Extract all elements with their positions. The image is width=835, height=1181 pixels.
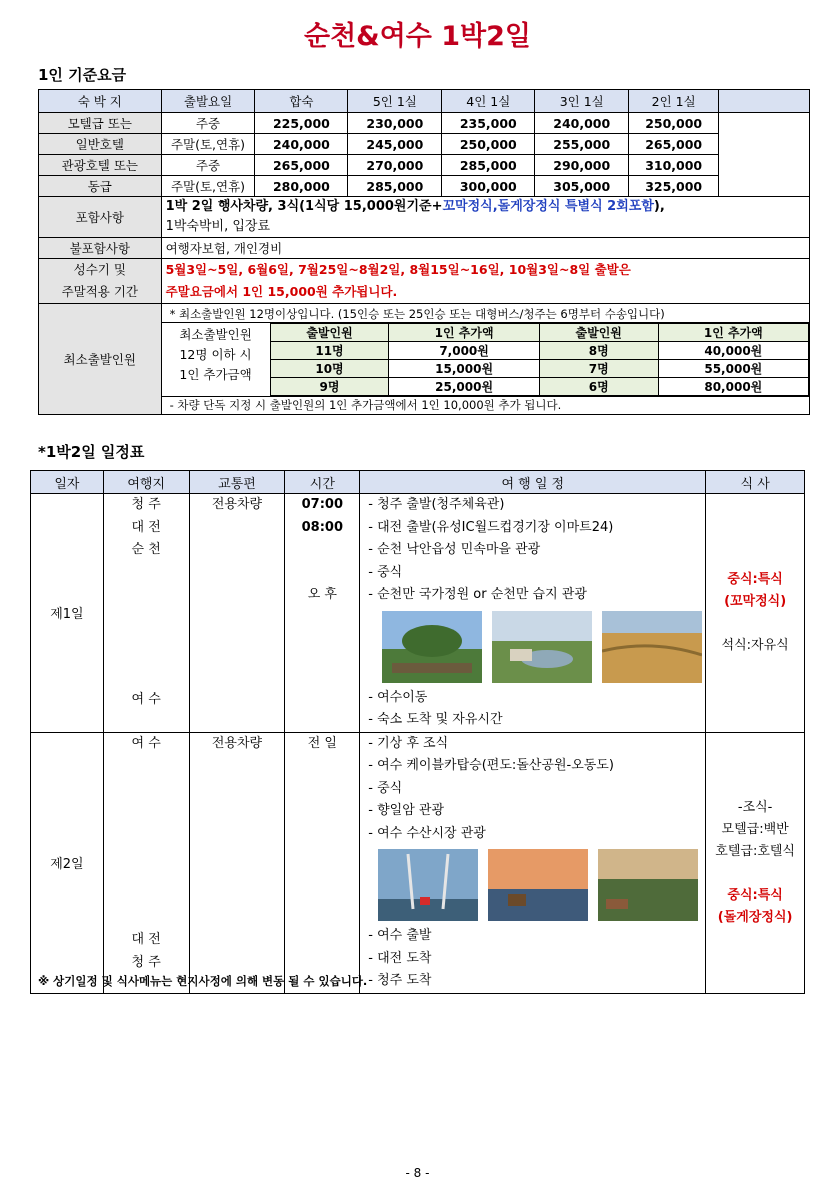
time: 08:00 <box>301 519 344 535</box>
minimum-label: 최소출발인원 <box>39 304 162 415</box>
price-cell: 225,000 <box>255 113 348 134</box>
meal-dinner: 석식:자유식 <box>721 637 789 653</box>
price-cell: 250,000 <box>629 113 719 134</box>
sub-label-line: 1인 추가금액 <box>179 367 252 382</box>
price-cell: 255,000 <box>535 134 629 155</box>
included-line1: 1박 2일 행사차량, 3식(1식당 15,000원기준+ <box>165 199 443 214</box>
sub-cell: 11명 <box>270 342 389 360</box>
day2-meals <box>706 732 805 993</box>
itinerary-item: - 숙소 도착 및 자유시간 <box>368 712 503 727</box>
meal-lunch: 중식:특식 <box>727 571 783 587</box>
day2-label: 제2일 <box>31 732 104 993</box>
meal-lunch: 중식:특식 <box>727 887 783 903</box>
meal-breakfast-motel: 모텔급:백반 <box>721 821 789 837</box>
day1-places <box>103 494 189 733</box>
photo-coast <box>598 849 698 921</box>
peak-label-line1: 성수기 및 <box>73 262 126 277</box>
price-cell: 285,000 <box>348 176 442 197</box>
place: 여 수 <box>131 691 161 707</box>
day2-itinerary <box>360 732 706 993</box>
day2-transport <box>189 732 285 993</box>
departure-day: 주중 <box>161 155 255 176</box>
itinerary-item: - 중식 <box>368 564 403 580</box>
itinerary-item: - 대전 출발(유성IC월드컵경기장 이마트24) <box>368 519 614 535</box>
transport: 전용차량 <box>211 735 263 751</box>
price-table <box>38 89 810 415</box>
price-cell: 240,000 <box>535 113 629 134</box>
price-cell: 300,000 <box>442 176 535 197</box>
itinerary-item: - 청주 출발(청주체육관) <box>368 497 505 512</box>
itinerary-item: - 향일암 관광 <box>368 803 445 818</box>
peak-line1: 5월3일~5일, 6월6일, 7월25일~8월2일, 8월15일~16일, 10월3일~8일 출발은 <box>165 262 631 277</box>
itinerary-item: - 순천만 국가정원 or 순천만 습지 관광 <box>368 587 587 602</box>
departure-day: 주말(토,연휴) <box>161 134 255 155</box>
header-4-per-room: 4인 1실 <box>442 90 535 113</box>
minimum-row <box>39 304 810 415</box>
day2-row <box>31 732 805 993</box>
place: 여 수 <box>131 735 161 751</box>
header-date: 일자 <box>31 471 104 494</box>
sub-cell: 9명 <box>270 378 389 396</box>
price-cell: 245,000 <box>348 134 442 155</box>
price-cell: 290,000 <box>535 155 629 176</box>
itinerary-item: - 기상 후 조식 <box>368 735 449 751</box>
price-cell: 235,000 <box>442 113 535 134</box>
photo-suncheon-garden <box>382 611 482 683</box>
time: 07:00 <box>301 497 344 512</box>
itinerary-item: - 여수 케이블카탑승(편도:돌산공원-오동도) <box>368 758 614 773</box>
itinerary-item: - 청주 도착 <box>368 973 432 988</box>
price-header-row <box>39 90 810 113</box>
header-departure-day: 출발요일 <box>161 90 255 113</box>
header-time: 시간 <box>285 471 360 494</box>
blank-cell <box>719 113 810 197</box>
day1-row <box>31 494 805 733</box>
meal-lunch-detail: (꼬막정식) <box>724 593 787 609</box>
minimum-content <box>161 304 809 415</box>
peak-label-line2: 주말적용 기간 <box>61 284 138 299</box>
table-row <box>39 134 810 155</box>
sub-cell: 10명 <box>270 360 389 378</box>
photo-hyangiram <box>488 849 588 921</box>
price-cell: 310,000 <box>629 155 719 176</box>
photo-cable-car <box>378 849 478 921</box>
day1-photos <box>360 607 705 687</box>
place: 대 전 <box>131 932 161 947</box>
page-title: 순천&여수 1박2일 <box>303 21 531 52</box>
peak-row <box>39 259 810 304</box>
included-special-meals: 꼬막정식,돌게장정식 특별식 2회포함 <box>442 199 654 214</box>
minimum-surcharge-table <box>270 323 809 396</box>
day1-itinerary <box>360 494 706 733</box>
day1-transport <box>189 494 285 733</box>
schedule-table <box>30 470 805 994</box>
sub-header-row <box>270 324 808 342</box>
place: 청 주 <box>131 954 161 970</box>
lodging-type-motel-line2: 일반호텔 <box>39 134 162 155</box>
header-destination: 여행지 <box>103 471 189 494</box>
sub-cell: 7명 <box>539 360 658 378</box>
itinerary-item: - 순천 낙안읍성 민속마을 관광 <box>368 542 541 557</box>
excluded-row <box>39 238 810 259</box>
sub-cell: 25,000원 <box>389 378 539 396</box>
included-line2: 1박숙박비, 입장료 <box>165 219 271 234</box>
table-row <box>270 342 808 360</box>
meal-lunch-detail: (돌게장정식) <box>717 909 793 925</box>
sub-header: 1인 추가액 <box>658 324 808 342</box>
page-number: - 8 - <box>405 1166 430 1180</box>
header-blank <box>719 90 810 113</box>
table-row <box>39 113 810 134</box>
meal-breakfast: -조식- <box>737 799 773 815</box>
price-cell: 250,000 <box>442 134 535 155</box>
table-row <box>39 155 810 176</box>
itinerary-item: - 여수 출발 <box>368 928 432 943</box>
excluded-label: 불포함사항 <box>39 238 162 259</box>
time: 오 후 <box>307 587 337 602</box>
itinerary-item: - 여수 수산시장 관광 <box>368 825 486 841</box>
excluded-text: 여행자보험, 개인경비 <box>161 238 809 259</box>
minimum-footer: - 차량 단독 지정 시 출발인원의 1인 추가금액에서 1인 10,000원 추가 됩니다. <box>169 398 562 412</box>
header-2-per-room: 2인 1실 <box>629 90 719 113</box>
day2-photos <box>360 845 705 925</box>
header-lodging: 숙 박 지 <box>39 90 162 113</box>
place: 대 전 <box>131 519 161 535</box>
itinerary-item: - 대전 도착 <box>368 950 432 966</box>
included-text <box>161 197 809 238</box>
sub-header: 출발인원 <box>270 324 389 342</box>
place: 청 주 <box>131 497 161 512</box>
price-cell: 305,000 <box>535 176 629 197</box>
day1-times <box>285 494 360 733</box>
included-label: 포함사항 <box>39 197 162 238</box>
peak-line2: 주말요금에서 1인 15,000원 추가됩니다. <box>165 284 398 299</box>
header-5-per-room: 5인 1실 <box>348 90 442 113</box>
schedule-section-title: *1박2일 일정표 <box>38 443 145 461</box>
day1-label: 제1일 <box>31 494 104 733</box>
table-row <box>39 176 810 197</box>
price-cell: 325,000 <box>629 176 719 197</box>
sub-cell: 40,000원 <box>658 342 808 360</box>
table-row <box>270 378 808 396</box>
place: 순 천 <box>131 542 161 557</box>
day2-times <box>285 732 360 993</box>
lodging-type-motel: 모텔급 또는 <box>39 113 162 134</box>
price-cell: 270,000 <box>348 155 442 176</box>
day1-meals <box>706 494 805 733</box>
price-cell: 230,000 <box>348 113 442 134</box>
transport: 전용차량 <box>211 497 263 512</box>
price-cell: 265,000 <box>255 155 348 176</box>
price-cell: 285,000 <box>442 155 535 176</box>
header-itinerary: 여 행 일 정 <box>360 471 706 494</box>
sub-cell: 55,000원 <box>658 360 808 378</box>
included-line1-end: ), <box>653 199 665 214</box>
sub-cell: 80,000원 <box>658 378 808 396</box>
sub-cell: 7,000원 <box>389 342 539 360</box>
sub-label-line: 최소출발인원 <box>179 327 252 342</box>
departure-day: 주중 <box>161 113 255 134</box>
header-3-per-room: 3인 1실 <box>535 90 629 113</box>
lodging-type-hotel: 관광호텔 또는 <box>39 155 162 176</box>
lodging-type-hotel-line2: 동급 <box>39 176 162 197</box>
sub-cell: 6명 <box>539 378 658 396</box>
header-transport: 교통편 <box>189 471 285 494</box>
itinerary-item: - 여수이동 <box>368 689 428 705</box>
day2-places <box>103 732 189 993</box>
peak-label <box>39 259 162 304</box>
schedule-header-row <box>31 471 805 494</box>
price-cell: 240,000 <box>255 134 348 155</box>
sub-cell: 15,000원 <box>389 360 539 378</box>
sub-cell: 8명 <box>539 342 658 360</box>
price-section-title: 1인 기준요금 <box>38 66 127 84</box>
itinerary-item: - 중식 <box>368 780 403 796</box>
meal-breakfast-hotel: 호텔급:호텔식 <box>715 843 795 859</box>
minimum-note: * 최소출발인원 12명이상입니다. (15인승 또는 25인승 또는 대형버스/청주는 6명부터 수송입니다) <box>169 307 665 321</box>
header-meals: 식 사 <box>706 471 805 494</box>
included-row <box>39 197 810 238</box>
peak-text <box>161 259 809 304</box>
header-shared: 합숙 <box>255 90 348 113</box>
table-row <box>270 360 808 378</box>
sub-header: 출발인원 <box>539 324 658 342</box>
photo-reed-field <box>602 611 702 683</box>
sub-header: 1인 추가액 <box>389 324 539 342</box>
sub-label-line: 12명 이하 시 <box>179 347 252 362</box>
photo-wetland-park <box>492 611 592 683</box>
departure-day: 주말(토,연휴) <box>161 176 255 197</box>
time: 전 일 <box>307 735 337 751</box>
price-cell: 280,000 <box>255 176 348 197</box>
price-cell: 265,000 <box>629 134 719 155</box>
footnote: ※ 상기일정 및 식사메뉴는 현지사정에 의해 변동 될 수 있습니다. <box>38 974 368 988</box>
minimum-sub-label <box>162 323 270 396</box>
